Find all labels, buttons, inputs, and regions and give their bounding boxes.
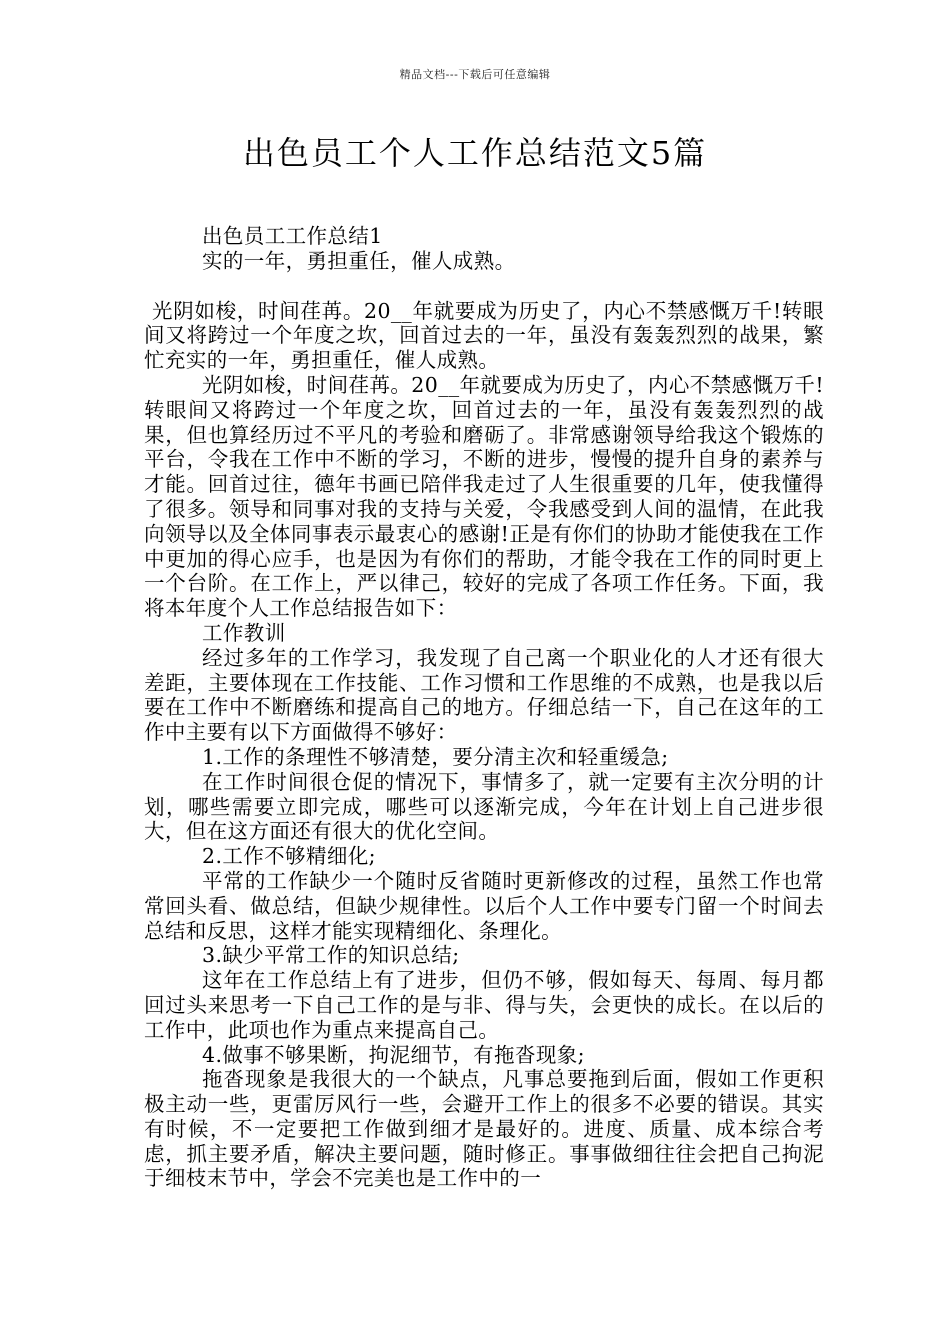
paragraph: 这年在工作总结上有了进步，但仍不够，假如每天、每周、每月都回过头来思考一下自己工作的是与非、得与失，会更快的成长。在以后的工作中，此项也作为重点来提高自己。 bbox=[144, 968, 824, 1042]
subheading: 工作教训 bbox=[202, 620, 286, 645]
paragraph: 光阴如梭，时间荏苒。20__年就要成为历史了，内心不禁感慨万千!转眼间又将跨过一个年度之坎，回首过去的一年，虽没有轰轰烈烈的战果，但也算经历过不平凡的考验和磨砺了。非常感谢领导给我这个锻炼的平台，令我在工作中不断的学习，不断的进步，慢慢的提升自身的素养与才能。回首过往，德年书画已陪伴我走过了人生很重要的几年，使我懂得了很多。领导和同事对我的支持与关爱，令我感受到人间的温情，在此我向领导以及全体同事表示最衷心的感谢!正是有你们的协助才能使我在工作中更加的得心应手，也是因为有你们的帮助，才能令我在工作的同时更上一个台阶。在工作上，严以律己，较好的完成了各项工作任务。下面，我将本年度个人工作总结报告如下： bbox=[144, 372, 824, 621]
document-body bbox=[144, 224, 824, 1191]
document-title: 出色员工个人工作总结范文5篇 bbox=[242, 134, 708, 172]
paragraph: 在工作时间很仓促的情况下，事情多了，就一定要有主次分明的计划，哪些需要立即完成，哪些可以逐渐完成，今年在计划上自己进步很大，但在这方面还有很大的优化空间。 bbox=[144, 769, 824, 844]
list-item: 4.做事不够果断，拘泥细节，有拖沓现象; bbox=[202, 1042, 585, 1067]
list-item: 2.工作不够精细化; bbox=[202, 844, 376, 869]
paragraph: 经过多年的工作学习，我发现了自己离一个职业化的人才还有很大差距，主要体现在工作技能、工作习惯和工作思维的不成熟，也是我以后要在工作中不断磨练和提高自己的地方。仔细总结一下，自己在这年的工作中主要有以下方面做得不够好： bbox=[144, 645, 824, 745]
paragraph: 实的一年，勇担重任，催人成熟。 bbox=[202, 248, 516, 273]
paragraph: 光阴如梭，时间荏苒。20__年就要成为历史了，内心不禁感慨万千!转眼间又将跨过一个年度之坎，回首过去的一年，虽没有轰轰烈烈的战果，繁忙充实的一年，勇担重任，催人成熟。 bbox=[144, 298, 824, 373]
section-heading: 出色员工工作总结1 bbox=[202, 224, 383, 248]
list-item: 3.缺少平常工作的知识总结; bbox=[202, 943, 460, 968]
paragraph: 拖沓现象是我很大的一个缺点，凡事总要拖到后面，假如工作更积极主动一些，更雷厉风行一些，会避开工作上的很多不必要的错误。其实有时候，不一定要把工作做到细才是最好的。进度、质量、成本综合考虑，抓主要矛盾，解决主要问题，随时修正。事事做细往往会把自己拘泥于细枝末节中，学会不完美也是工作中的一 bbox=[144, 1067, 824, 1191]
paragraph: 平常的工作缺少一个随时反省随时更新修改的过程，虽然工作也常常回头看、做总结，但缺少规律性。以后个人工作中要专门留一个时间去总结和反思，这样才能实现精细化、条理化。 bbox=[144, 868, 824, 943]
list-item: 1.工作的条理性不够清楚，要分清主次和轻重缓急; bbox=[202, 744, 669, 769]
header-note: 精品文档---下载后可任意编辑 bbox=[399, 68, 551, 81]
